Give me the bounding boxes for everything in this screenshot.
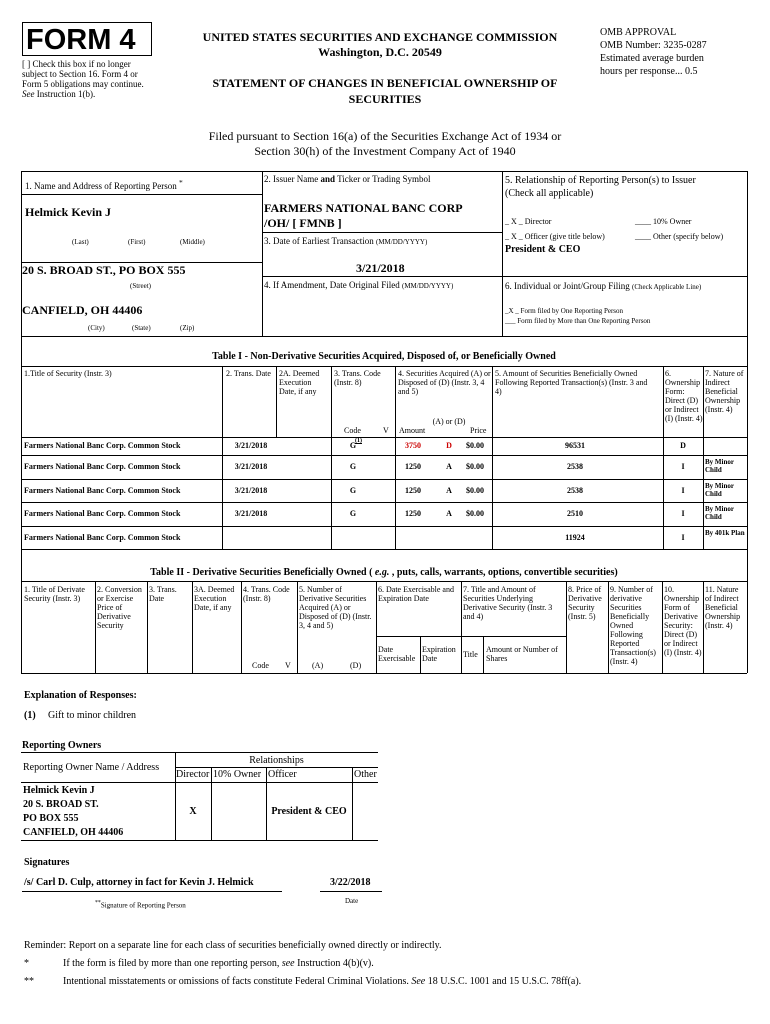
row-security-title: Farmers National Banc Corp. Common Stock — [24, 509, 181, 518]
label-first: (First) — [128, 238, 146, 246]
row-amount: 1250 — [405, 509, 421, 518]
t1-sub-v: V — [383, 426, 389, 435]
label-street: (Street) — [130, 282, 151, 290]
reporting-person-name: Helmick Kevin J — [25, 205, 111, 219]
date-label: Date — [345, 897, 359, 905]
t1-h1: 1.Title of Security (Instr. 3) — [24, 369, 112, 378]
row-amount: 1250 — [405, 485, 421, 495]
t2-sub-code: Code — [252, 661, 269, 670]
footnote-number: (1) — [24, 710, 36, 721]
signature-label: **Signature of Reporting Person — [95, 900, 186, 910]
footnote-star2-mark: ** — [24, 976, 34, 987]
row-nature: By Minor Child — [705, 482, 734, 498]
reporting-owners-heading: Reporting Owners — [22, 740, 102, 751]
row-trans-date: 3/21/2018 — [234, 485, 268, 495]
row-amount-owned: 11924 — [565, 532, 585, 542]
t1-h3: 3. Trans. Code (Instr. 8) — [334, 369, 381, 387]
filing-one-person: _X _ Form filed by One Reporting Person — [505, 307, 624, 315]
officer-title: President & CEO — [505, 244, 581, 255]
row-ownership-form: I — [681, 462, 685, 471]
box3-label: 3. Date of Earliest Transaction (MM/DD/YYYY) — [264, 236, 428, 246]
box5-label: 5. Relationship of Reporting Person(s) to Issuer (Check all applicable) — [505, 175, 696, 199]
row-security-title: Farmers National Banc Corp. Common Stock — [24, 485, 181, 495]
footnote-star1-mark: * — [24, 958, 29, 969]
t1-h6: 6. Ownership Form: Direct (D) or Indirect (I) (Instr. 4) — [665, 369, 703, 423]
row-nature: By Minor Child — [705, 458, 734, 474]
row-security-title: Farmers National Banc Corp. Common Stock — [24, 441, 181, 450]
filed-pursuant: Filed pursuant to Section 16(a) of the Securities Exchange Act of 1934 or Section 30(h) of the Investment Company Act of 1940 — [208, 129, 562, 158]
row-a-or-d: D — [446, 441, 452, 450]
table1-title: Table I - Non-Derivative Securities Acquired, Disposed of, or Beneficially Owned — [212, 351, 556, 362]
t2-sub-date-ex: Date Exercisable — [378, 645, 416, 663]
t2-sub-amount: Amount or Number of Shares — [486, 645, 558, 663]
t2-h7: 7. Title and Amount of Securities Underlying Derivative Security (Instr. 3 and 4) — [463, 585, 553, 621]
t2-sub-d: (D) — [350, 661, 362, 670]
t2-h3a: 3A. Deemed Execution Date, if any — [194, 585, 235, 612]
row-trans-date: 3/21/2018 — [234, 441, 268, 450]
t2-sub-v: V — [285, 661, 291, 670]
row-nature: By Minor Child — [705, 505, 734, 521]
t1-sub-amount: Amount — [399, 426, 426, 435]
t2-sub-a: (A) — [312, 661, 324, 670]
owners-relationships: Relationships — [249, 755, 304, 766]
row-trans-date: 3/21/2018 — [234, 462, 268, 471]
row-amount-owned: 2510 — [567, 509, 583, 518]
footnote-star2: Intentional misstatements or omissions of facts constitute Federal Criminal Violations. See 18 U.S.C. 1001 and 15 U.S.C. 78ff(a). — [63, 976, 582, 987]
earliest-transaction-date: 3/21/2018 — [356, 261, 405, 275]
agency-name: UNITED STATES SECURITIES AND EXCHANGE COMMISSION — [202, 30, 558, 44]
owners-col-director: Director — [176, 769, 210, 780]
owner-officer-title: President & CEO — [271, 806, 347, 817]
row-ownership-form: I — [681, 532, 685, 542]
check-box-notice: [ ] Check this box if no longer subject to Section 16. Form 4 or Form 5 obligations may continue. See Instruction 1(b). — [22, 59, 144, 99]
ten-pct-owner-check: ____ 10% Owner — [635, 217, 692, 226]
label-zip: (Zip) — [180, 324, 195, 332]
signatures-heading: Signatures — [24, 857, 70, 868]
row-ownership-form: D — [680, 441, 686, 450]
director-check: _ X _ Director — [505, 217, 552, 226]
row-a-or-d: A — [446, 462, 452, 471]
t1-h2: 2. Trans. Date — [226, 369, 271, 378]
other-check: ____ Other (specify below) — [635, 232, 724, 241]
t2-h11: 11. Nature of Indirect Beneficial Ownership (Instr. 4) — [705, 585, 741, 630]
label-middle: (Middle) — [180, 238, 205, 246]
row-footnote-ref: (1) — [355, 438, 362, 444]
city-state-zip: CANFIELD, OH 44406 — [22, 303, 143, 317]
t2-h6: 6. Date Exercisable and Expiration Date — [378, 585, 454, 603]
row-security-title: Farmers National Banc Corp. Common Stock — [24, 462, 181, 471]
t2-h5: 5. Number of Derivative Securities Acquired (A) or Disposed of (D) (Instr. 3, 4 and 5) — [299, 585, 372, 630]
row-trans-code: G — [349, 509, 357, 518]
owner-director-mark: X — [189, 806, 197, 817]
row-trans-date: 3/21/2018 — [234, 509, 268, 518]
t1-sub-price: Price — [470, 426, 487, 435]
footnote-star1: If the form is filed by more than one reporting person, see Instruction 4(b)(v). — [63, 958, 374, 969]
explanation-heading: Explanation of Responses: — [24, 690, 137, 701]
label-state: (State) — [132, 324, 151, 332]
row-amount-owned: 2538 — [567, 485, 583, 495]
owners-col-other: Other — [354, 769, 377, 780]
t2-h3: 3. Trans. Date — [149, 585, 177, 603]
signature-date: 3/22/2018 — [330, 877, 371, 888]
box6-label: 6. Individual or Joint/Group Filing (Check Applicable Line) — [505, 281, 702, 291]
row-a-or-d: A — [446, 485, 452, 495]
row-trans-code: G — [349, 485, 357, 495]
row-amount: 1250 — [405, 462, 421, 471]
t1-h5: 5. Amount of Securities Beneficially Owned Following Reported Transaction(s) (Instr. 3 and 4) — [495, 369, 648, 396]
owners-col-officer: Officer — [268, 769, 297, 780]
t2-h1: 1. Title of Derivate Security (Instr. 3) — [24, 585, 85, 603]
reminder: Reminder: Report on a separate line for each class of securities beneficially owned directly or indirectly. — [24, 940, 442, 951]
agency-location: Washington, D.C. 20549 — [318, 45, 442, 59]
box4-label: 4. If Amendment, Date Original Filed (MM/DD/YYYY) — [264, 280, 454, 290]
t1-h4: 4. Securities Acquired (A) or Disposed of (D) (Instr. 3, 4 and 5) — [398, 369, 491, 396]
row-amount-owned: 2538 — [567, 462, 583, 471]
box1-label: 1. Name and Address of Reporting Person * — [25, 178, 183, 191]
label-city: (City) — [88, 324, 105, 332]
row-trans-code: G — [349, 441, 357, 450]
footnote-text: Gift to minor children — [48, 710, 137, 721]
row-ownership-form: I — [681, 509, 685, 518]
t2-sub-title: Title — [463, 650, 478, 659]
row-ownership-form: I — [681, 485, 685, 495]
row-nature: By 401k Plan — [705, 529, 745, 537]
box2-label: 2. Issuer Name and Ticker or Trading Symbol — [264, 174, 431, 184]
t2-sub-exp: Expiration Date — [422, 645, 456, 663]
row-price: $0.00 — [466, 509, 484, 518]
street-address: 20 S. BROAD ST., PO BOX 555 — [22, 263, 186, 277]
t2-h10: 10. Ownership Form of Derivative Security: Direct (D) or Indirect (I) (Instr. 4) — [664, 585, 702, 657]
owners-col-ten: 10% Owner — [213, 769, 262, 780]
label-last: (Last) — [72, 238, 89, 246]
row-price: $0.00 — [466, 485, 484, 495]
t2-h4: 4. Trans. Code (Instr. 8) — [243, 585, 290, 603]
t1-h7: 7. Nature of Indirect Beneficial Ownership (Instr. 4) — [705, 369, 744, 414]
issuer-name: FARMERS NATIONAL BANC CORP /OH/ [ FMNB ] — [264, 201, 463, 230]
t1-sub-aord: (A) or (D) — [432, 417, 466, 426]
owners-col-name: Reporting Owner Name / Address — [23, 762, 160, 773]
statement-title: STATEMENT OF CHANGES IN BENEFICIAL OWNERSHIP OF SECURITIES — [212, 76, 558, 106]
t2-h8: 8. Price of Derivative Security (Instr. 5) — [568, 585, 602, 621]
t1-h2a: 2A. Deemed Execution Date, if any — [279, 369, 320, 396]
table2-title: Table II - Derivative Securities Beneficially Owned ( e.g. , puts, calls, warrants, options, convertible securities) — [150, 567, 618, 578]
t2-h2: 2. Conversion or Exercise Price of Derivative Security — [97, 585, 142, 630]
row-a-or-d: A — [446, 509, 452, 518]
signer: /s/ Carl D. Culp, attorney in fact for Kevin J. Helmick — [24, 877, 254, 888]
omb-box: OMB APPROVAL OMB Number: 3235-0287 Estimated average burden hours per response... 0.5 — [600, 27, 707, 77]
row-security-title: Farmers National Banc Corp. Common Stock — [24, 532, 181, 542]
row-price: $0.00 — [466, 441, 484, 450]
row-amount-owned: 96531 — [565, 441, 585, 450]
t1-sub-code: Code — [344, 426, 361, 435]
row-amount: 3750 — [405, 441, 421, 450]
officer-check: _ X _ Officer (give title below) — [505, 232, 605, 241]
row-price: $0.00 — [466, 462, 484, 471]
owner-address: Helmick Kevin J 20 S. BROAD ST. PO BOX 555 CANFIELD, OH 44406 — [23, 785, 124, 838]
t2-h9: 9. Number of derivative Securities Beneficially Owned Following Reported Transaction(s) (Instr. 4) — [610, 585, 656, 666]
filing-more-persons: ___ Form filed by More than One Reporting Person — [505, 317, 651, 325]
row-trans-code: G — [349, 462, 357, 471]
form-title: FORM 4 — [26, 24, 136, 56]
